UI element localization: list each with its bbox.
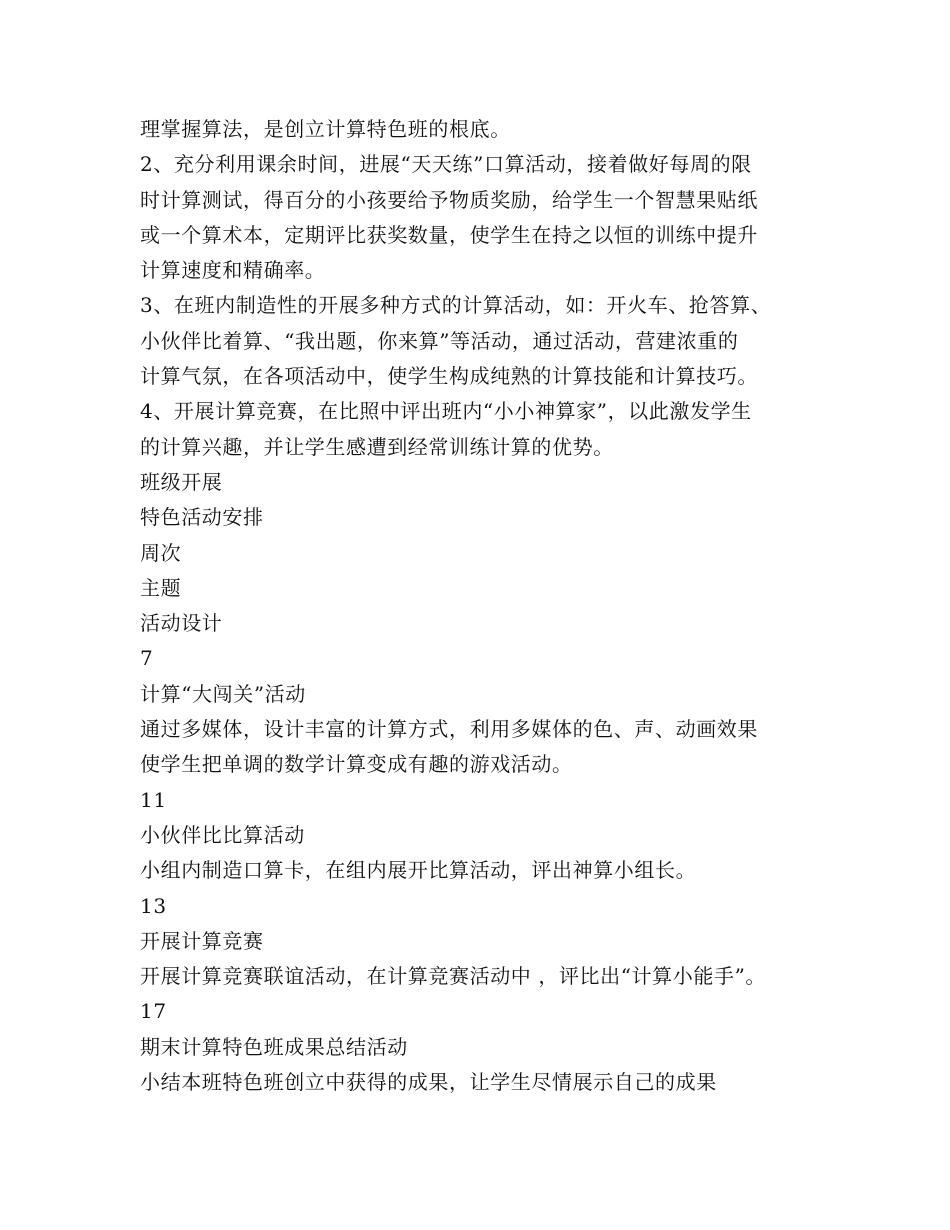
week-number: 11	[140, 787, 167, 812]
week-number: 13	[140, 893, 167, 918]
column-header-design: 活动设计	[140, 611, 223, 636]
document-body	[140, 112, 830, 1100]
text-line: 理掌握算法，是创立计算特色班的根底。	[140, 117, 511, 141]
activity-theme: 开展计算竞赛	[140, 928, 264, 953]
activity-description: 通过多媒体，设计丰富的计算方式，利用多媒体的色、声、动画效果	[140, 717, 758, 742]
activity-description: 开展计算竞赛联谊活动，在计算竞赛活动中 ，评比出“计算小能手”。	[140, 964, 767, 989]
text-line: 时计算测试，得百分的小孩要给予物质奖励，给学生一个智慧果贴纸	[140, 187, 758, 212]
activity-theme: 期末计算特色班成果总结活动	[140, 1034, 408, 1059]
column-header-week: 周次	[140, 540, 182, 565]
text-line: 计算速度和精确率。	[140, 258, 326, 283]
section-heading: 班级开展	[140, 469, 223, 494]
text-line: 或一个算术本，定期评比获奖数量，使学生在持之以恒的训练中提升	[140, 222, 758, 247]
activity-theme: 小伙伴比比算活动	[140, 822, 305, 847]
section-heading: 特色活动安排	[140, 505, 264, 530]
activity-description: 小结本班特色班创立中获得的成果，让学生尽情展示自己的成果	[140, 1070, 717, 1095]
text-line: 4、开展计算竞赛，在比照中评出班内“小小神算家”，以此激发学生	[140, 399, 752, 424]
column-header-theme: 主题	[140, 575, 182, 600]
text-line: 小伙伴比着算、“我出题，你来算”等活动，通过活动，营建浓重的	[140, 328, 739, 353]
week-number: 7	[140, 646, 154, 671]
activity-description: 使学生把单调的数学计算变成有趣的游戏活动。	[140, 752, 573, 777]
text-line: 3、在班内制造性的开展多种方式的计算活动，如：开火车、抢答算、	[140, 293, 772, 318]
text-line: 的计算兴趣，并让学生感遭到经常训练计算的优势。	[140, 434, 614, 459]
week-number: 17	[140, 999, 167, 1024]
activity-description: 小组内制造口算卡，在组内展开比算活动，评出神算小组长。	[140, 858, 697, 883]
activity-theme: 计算“大闯关”活动	[140, 681, 306, 706]
text-line: 计算气氛，在各项活动中，使学生构成纯熟的计算技能和计算技巧。	[140, 364, 758, 389]
text-line: 2、充分利用课余时间，进展“天天练”口算活动，接着做好每周的限	[140, 152, 752, 177]
